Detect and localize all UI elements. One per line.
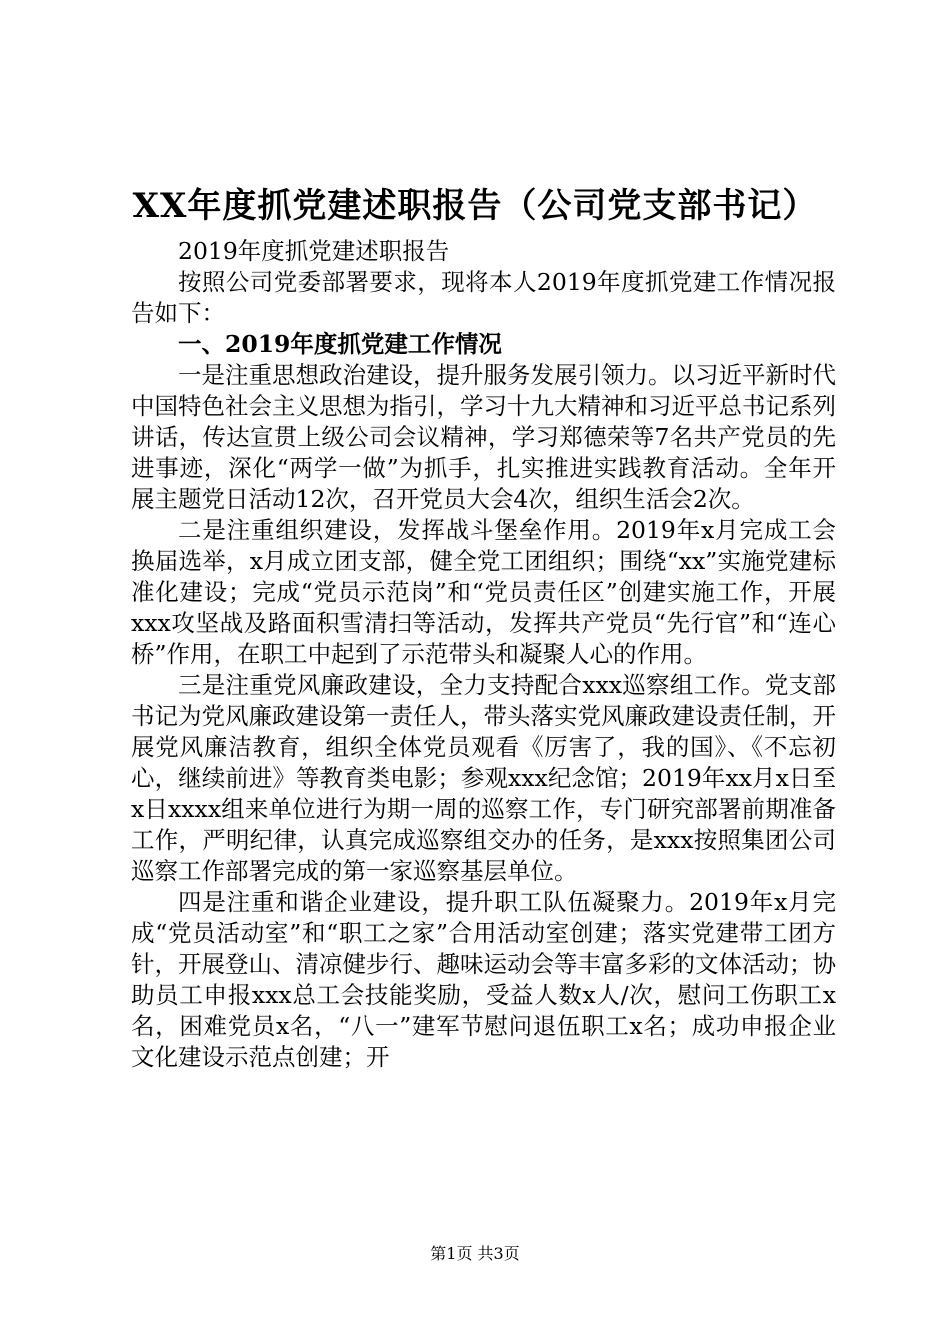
body-paragraph: 三是注重党风廉政建设，全力支持配合xxx巡察组工作。党支部书记为党风廉政建设第一责任人，带头落实党风廉政建设责任制，开展党风廉洁教育，组织全体党员观看《厉害了，我的国》、《不忘初心，继续前进》等教育类电影；参观xxx纪念馆；2019年xx月x日至x日xxxx组来单位进行为期一周的巡察工作，专门研究部署前期准备工作，严明纪律，认真完成巡察组交办的任务，是xxx按照集团公司巡察工作部署完成的第一家巡察基层单位。 bbox=[131, 671, 836, 885]
body-paragraph: 一是注重思想政治建设，提升服务发展引领力。以习近平新时代中国特色社会主义思想为指引，学习十九大精神和习近平总书记系列讲话，传达宣贯上级公司会议精神，学习郑德荣等7名共产党员的先进事迹，深化“两学一做”为抓手，扎实推进实践教育活动。全年开展主题党日活动12次，召开党员大会4次，组织生活会2次。 bbox=[131, 361, 836, 513]
section-heading: 一、2019年度抓党建工作情况 bbox=[178, 330, 502, 358]
document-body bbox=[131, 236, 836, 1073]
body-paragraph: 四是注重和谐企业建设，提升职工队伍凝聚力。2019年x月完成“党员活动室”和“职工之家”合用活动室创建；落实党建带工团方针，开展登山、清凉健步行、趣味运动会等丰富多彩的文体活动；协助员工申报xxx总工会技能奖励，受益人数x人/次，慰问工伤职工x名，困难党员x名，“八一”建军节慰问退伍职工x名；成功申报企业文化建设示范点创建；开 bbox=[131, 888, 836, 1071]
report-subtitle: 2019年度抓党建述职报告 bbox=[178, 237, 450, 265]
document-title: XX年度抓党建述职报告（公司党支部书记） bbox=[132, 186, 818, 226]
body-paragraph: 二是注重组织建设，发挥战斗堡垒作用。2019年x月完成工会换届选举，x月成立团支部，健全党工团组织；围绕“xx”实施党建标准化建设；完成“党员示范岗”和“党员责任区”创建实施工作，开展xxx攻坚战及路面积雪清扫等活动，发挥共产党员“先行官”和“连心桥”作用，在职工中起到了示范带头和凝聚人心的作用。 bbox=[131, 516, 836, 668]
page-footer: 第1页 共3页 bbox=[430, 1244, 520, 1263]
intro-paragraph: 按照公司党委部署要求，现将本人2019年度抓党建工作情况报告如下： bbox=[131, 268, 836, 327]
